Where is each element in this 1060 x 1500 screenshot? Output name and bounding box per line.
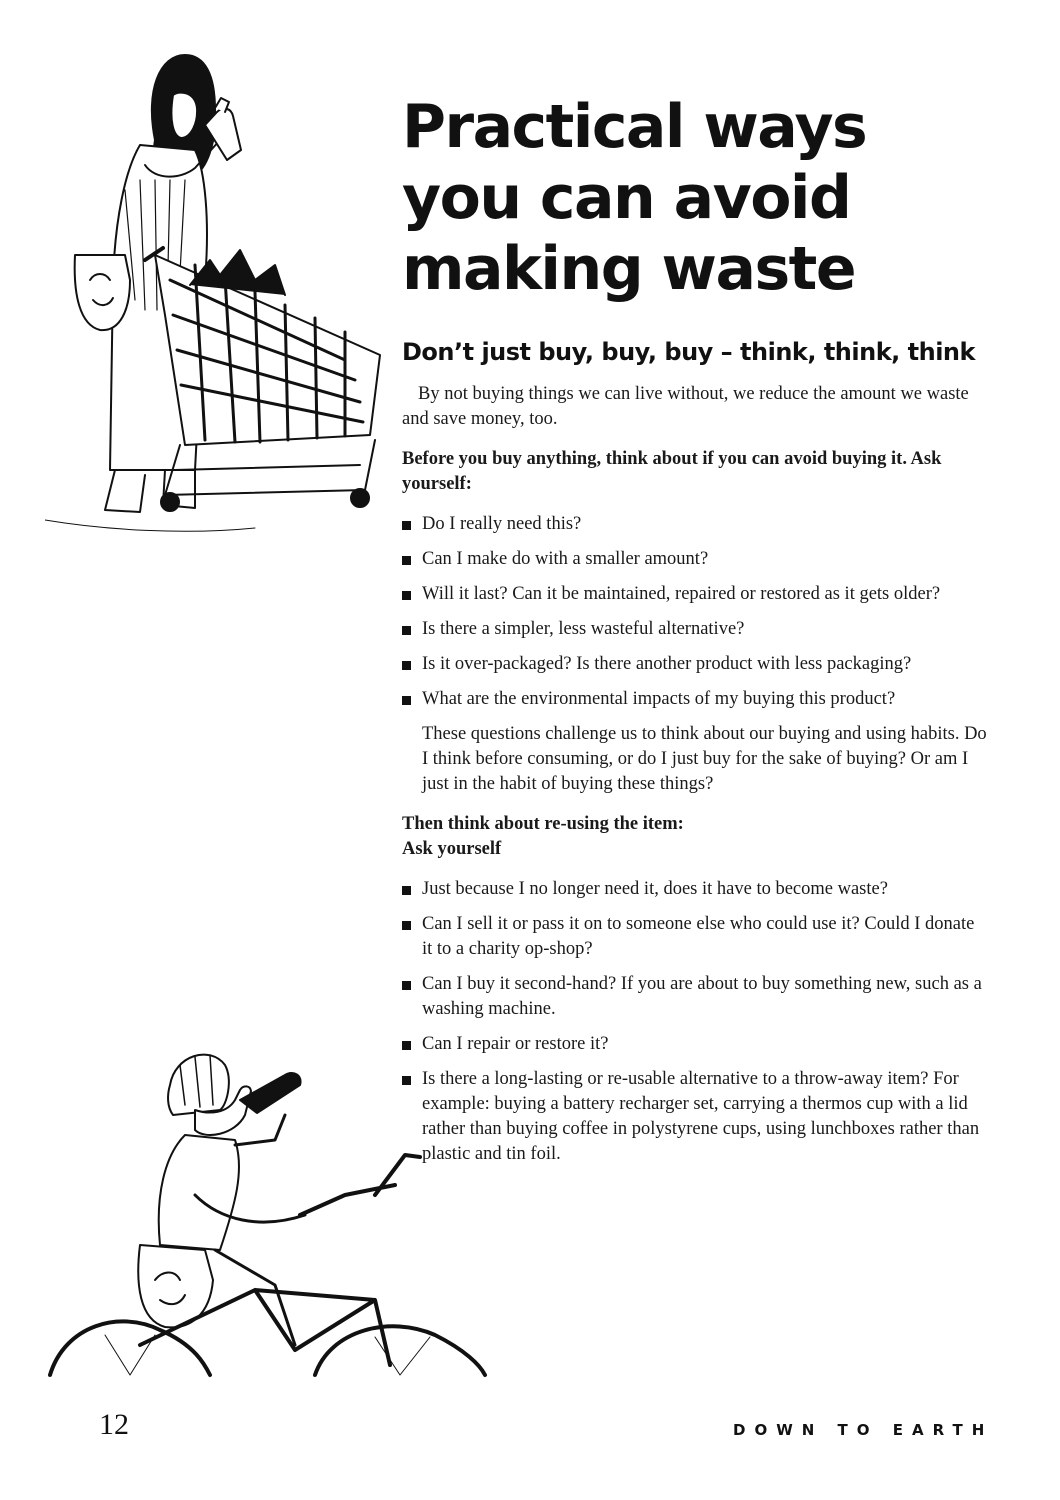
woman-with-shopping-trolley-illustration	[45, 50, 390, 545]
list-item-text: Will it last? Can it be maintained, repaired or restored as it gets older?	[422, 584, 941, 604]
list-item	[402, 652, 987, 677]
list-item	[402, 1032, 987, 1057]
square-bullet-icon	[402, 1076, 411, 1085]
square-bullet-icon	[402, 591, 411, 600]
list-item	[402, 582, 987, 607]
list-item	[402, 617, 987, 642]
square-bullet-icon	[402, 886, 411, 895]
body-text-column	[402, 382, 987, 1177]
reusing-questions	[402, 877, 987, 1167]
square-bullet-icon	[402, 1041, 411, 1050]
square-bullet-icon	[402, 556, 411, 565]
title-line: you can avoid	[402, 163, 851, 233]
list-item	[402, 1067, 987, 1167]
list-item	[402, 687, 987, 712]
square-bullet-icon	[402, 661, 411, 670]
list-item	[402, 512, 987, 537]
habits-note-paragraph: These questions challenge us to think about our buying and using habits. Do I think before consuming, or do I just buy for the sake of buying? Or am I just in the habit of buying these things?	[422, 724, 987, 794]
square-bullet-icon	[402, 521, 411, 530]
list-item	[402, 912, 987, 962]
reusing-lead-line: Then think about re-using the item:	[402, 814, 684, 834]
square-bullet-icon	[402, 696, 411, 705]
list-item	[402, 972, 987, 1022]
before-buying-lead: Before you buy anything, think about if you can avoid buying it. Ask yourself:	[402, 449, 942, 494]
list-item-text: Is there a simpler, less wasteful alternative?	[422, 619, 745, 639]
list-item-text: Can I sell it or pass it on to someone else who could use it? Could I donate it to a charity op-shop?	[422, 914, 975, 959]
intro-paragraph: By not buying things we can live without, we reduce the amount we waste and save money, too.	[402, 384, 969, 429]
list-item-text: Do I really need this?	[422, 514, 582, 534]
square-bullet-icon	[402, 921, 411, 930]
page-number: 12	[99, 1408, 129, 1441]
list-item-text: Just because I no longer need it, does it have to become waste?	[422, 879, 888, 899]
list-item-text: Is it over-packaged? Is there another product with less packaging?	[422, 654, 912, 674]
publication-footer: DOWN TO EARTH	[733, 1421, 994, 1439]
square-bullet-icon	[402, 981, 411, 990]
list-item-text: Can I repair or restore it?	[422, 1034, 609, 1054]
list-item-text: Is there a long-lasting or re-usable alternative to a throw-away item? For example: buying a battery recharger set, carrying a thermos cup with a lid rather than buying coffee in polystyrene cups, using lunchboxes rather than plastic and tin foil.	[422, 1069, 980, 1164]
square-bullet-icon	[402, 626, 411, 635]
list-item	[402, 877, 987, 902]
reusing-lead-line: Ask yourself	[402, 839, 502, 859]
page-title	[402, 92, 962, 305]
list-item-text: What are the environmental impacts of my buying this product?	[422, 689, 896, 709]
list-item	[402, 547, 987, 572]
list-item-text: Can I make do with a smaller amount?	[422, 549, 709, 569]
title-line: making waste	[402, 234, 856, 304]
section-subtitle: Don’t just buy, buy, buy – think, think, think	[402, 338, 975, 366]
title-line: Practical ways	[402, 92, 867, 162]
list-item-text: Can I buy it second-hand? If you are about to buy something new, such as a washing machine.	[422, 974, 982, 1019]
before-buying-questions	[402, 512, 987, 712]
reusing-lead	[402, 812, 987, 862]
